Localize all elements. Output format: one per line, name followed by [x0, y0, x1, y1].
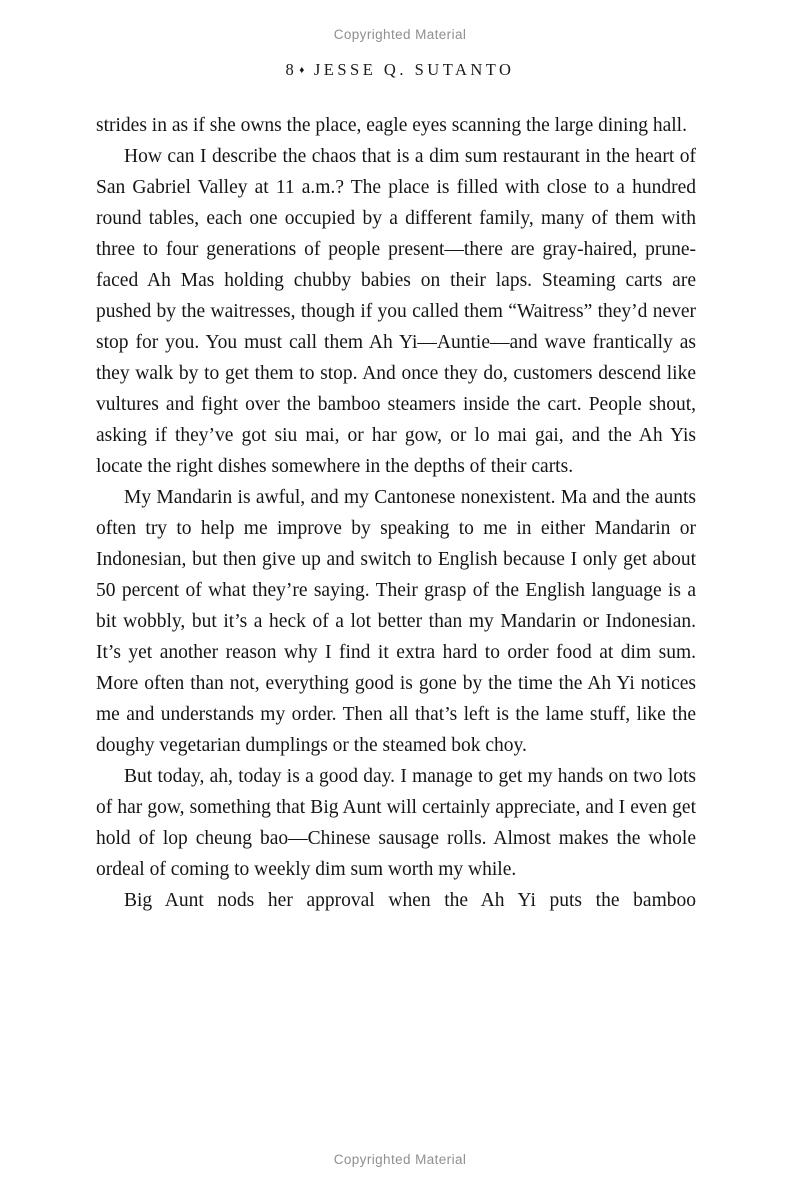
paragraph: Big Aunt nods her approval when the Ah Yi puts the bamboo [124, 890, 696, 911]
body-text [96, 110, 696, 916]
paragraph: strides in as if she owns the place, eagle eyes scanning the large dining hall. [96, 115, 687, 136]
paragraph: How can I describe the chaos that is a dim sum restaurant in the heart of San Gabriel Valley at 11 a.m.? The place is filled with close to a hundred round tables, each one occupied by a different family, many of them with three to four generations of people present—there are gray-haired, prune-faced Ah Mas holding chubby babies on their laps. Steaming carts are pushed by the waitresses, though if you called them “Waitress” they’d never stop for you. You must call them Ah Yi—Auntie—and wave frantically as they walk by to get them to stop. And once they do, customers descend like vultures and fight over the bamboo steamers inside the cart. People shout, asking if they’ve got siu mai, or har gow, or lo mai gai, and the Ah Yis locate the right dishes somewhere in the depths of their carts. [96, 146, 696, 477]
running-header [0, 60, 800, 80]
paragraph: My Mandarin is awful, and my Cantonese nonexistent. Ma and the aunts often try to help me improve by speaking to me in either Mandarin or Indonesian, but then give up and switch to English because I only get about 50 percent of what they’re saying. Their grasp of the English language is a bit wobbly, but it’s a heck of a lot better than my Mandarin or Indonesian. It’s yet another reason why I find it extra hard to order food at dim sum. More often than not, everything good is gone by the time the Ah Yi notices me and understands my order. Then all that’s left is the lame stuff, like the doughy vegetarian dumplings or the steamed bok choy. [96, 487, 696, 756]
paragraph: But today, ah, today is a good day. I manage to get my hands on two lots of har gow, something that Big Aunt will certainly appreciate, and I even get hold of lop cheung bao—Chinese sausage rolls. Almost makes the whole ordeal of coming to weekly dim sum worth my while. [96, 766, 696, 880]
author-name: JESSE Q. SUTANTO [313, 60, 515, 79]
diamond-separator-icon: ♦ [299, 65, 308, 76]
copyright-notice-bottom: Copyrighted Material [333, 1152, 467, 1167]
copyright-notice-top: Copyrighted Material [333, 27, 467, 42]
page-number: 8 [285, 60, 298, 79]
